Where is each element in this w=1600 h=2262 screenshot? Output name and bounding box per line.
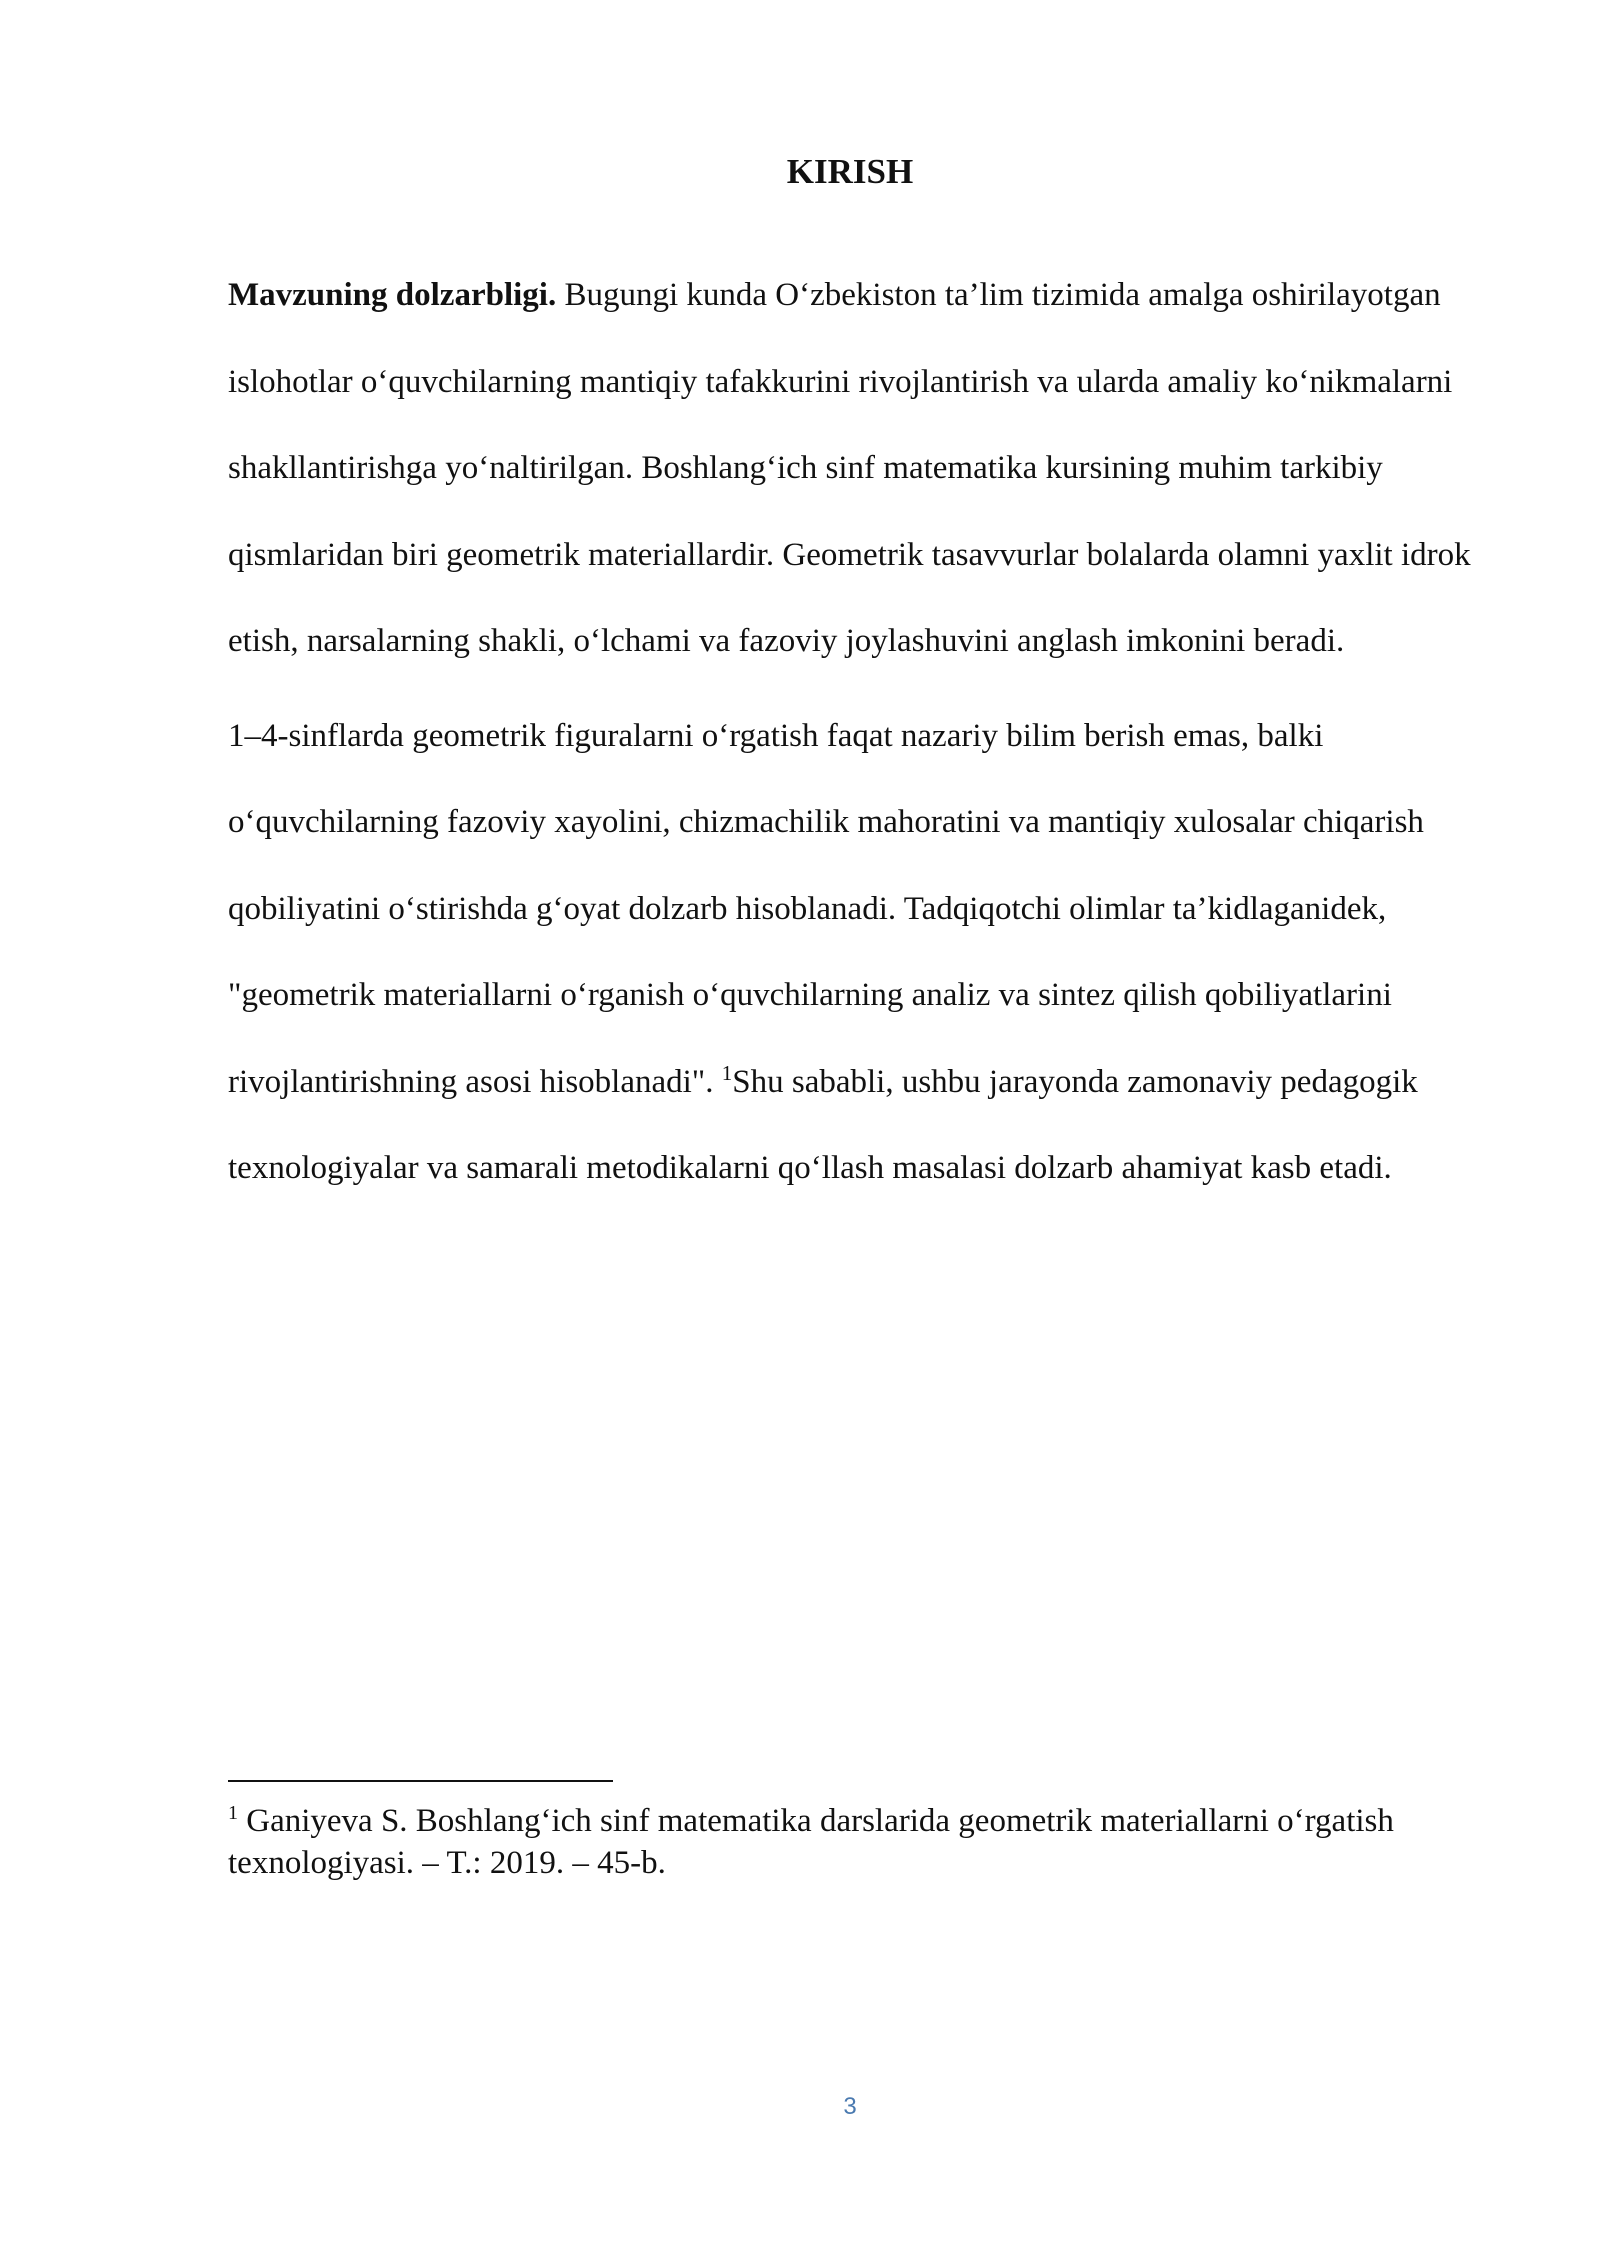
footnote bbox=[228, 1800, 1488, 1884]
footnote-separator bbox=[228, 1780, 613, 1782]
paragraph-text: Bugungi kunda O‘zbekiston ta’lim tizimida amalga oshirilayotgan islohotlar o‘quvchilarning mantiqiy tafakkurini rivojlantirish va ularda amaliy ko‘nikmalarni shakllantirishga yo‘naltirilgan. Boshlang‘ich sinf matematika kursining muhim tarkibiy qismlaridan biri geometrik materiallardir. Geometrik tasavvurlar bolalarda olamni yaxlit idrok etish, narsalarning shakli, o‘lchami va fazoviy joylashuvini anglash imkonini beradi. bbox=[228, 277, 1471, 659]
section-heading-text: KIRISH bbox=[786, 152, 914, 191]
paragraph-relevance bbox=[228, 252, 1488, 685]
footnote-text: Ganiyeva S. Boshlang‘ich sinf matematika darslarida geometrik materiallarni o‘rgatish texnologiyasi. – T.: 2019. – 45-b. bbox=[228, 1803, 1394, 1881]
page-number: 3 bbox=[843, 2093, 857, 2120]
section-heading bbox=[0, 150, 1600, 194]
paragraph-lead: Mavzuning dolzarbligi. bbox=[228, 277, 557, 313]
footnote-mark: 1 bbox=[228, 1802, 238, 1824]
paragraph-text: Shu sababli, ushbu jarayonda zamonaviy pedagogik texnologiyalar va samarali metodikalarni qo‘llash masalasi dolzarb ahamiyat kasb etadi. bbox=[228, 1063, 1418, 1186]
paragraph-geometry bbox=[228, 693, 1488, 1212]
paragraph-text: 1–4-sinflarda geometrik figuralarni o‘rgatish faqat nazariy bilim berish emas, balki o‘quvchilarning fazoviy xayolini, chizmachilik mahoratini va mantiqiy xulosalar chiqarish qobiliyatini o‘stirishda g‘oyat dolzarb hisoblanadi. Tadqiqotchi olimlar ta’kidlaganidek, "geometrik materiallarni o‘rganish o‘quvchilarning analiz va sintez qilish qobiliyatlarini rivojlantirishning asosi hisoblanadi". bbox=[228, 717, 1424, 1100]
footnote-reference[interactable]: 1 bbox=[721, 1060, 733, 1085]
body-text bbox=[228, 252, 1488, 1212]
